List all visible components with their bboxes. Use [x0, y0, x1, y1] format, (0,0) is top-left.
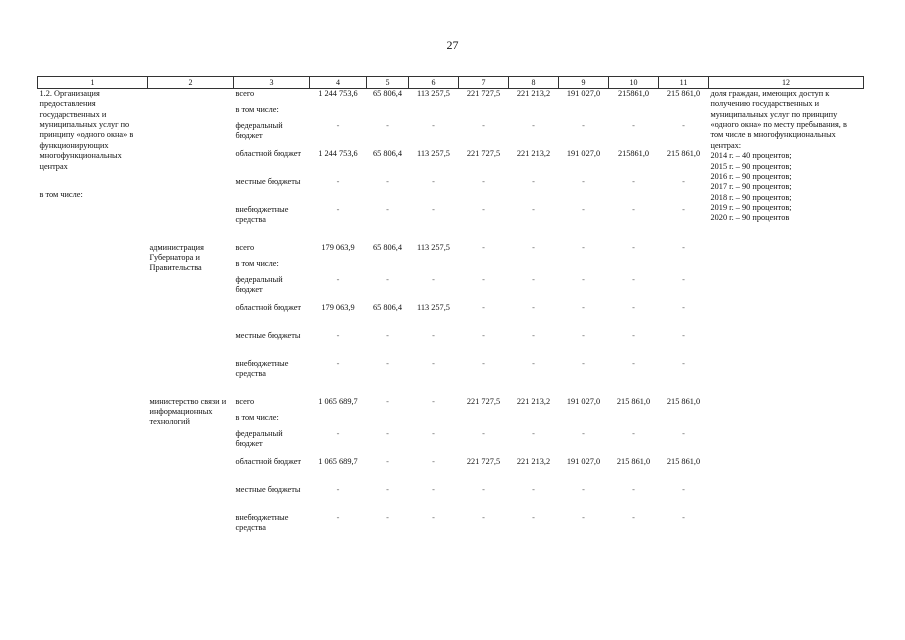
amount-cell: 221 213,2	[516, 148, 551, 158]
amount-cell	[367, 413, 409, 429]
amount-cell: -	[386, 428, 389, 438]
amount-cell	[509, 413, 559, 429]
amount-cell: -	[386, 396, 389, 406]
amount-cell: -	[386, 120, 389, 130]
funding-source: в том числе:	[235, 104, 279, 114]
amount-cell: -	[582, 274, 585, 284]
amount-cell: 1 065 689,7	[318, 456, 358, 466]
amount-cell: -	[582, 120, 585, 130]
amount-cell: -	[336, 120, 340, 130]
amount-cell	[609, 259, 659, 275]
amount-cell: -	[632, 512, 635, 522]
amount-cell: -	[482, 274, 485, 284]
amount-cell: -	[632, 330, 635, 340]
amount-cell: 179 063,9	[321, 302, 355, 312]
funding-source: внебюджетные средства	[235, 204, 289, 224]
funding-source: в том числе:	[235, 258, 279, 268]
indicator-text: доля граждан, имеющих доступ к получению государственных и муниципальных услуг по принципу «одного окна» по месту пребывания, в том числе в многофункциональных центрах: 2014 г. – 40 процентов; 2015 г. – 90 процентов; 2016 г. – 90 процентов; 2017 г. – 90 процентов; 2018 г. – 90 процентов; 2019 г. – 90 процентов; 2020 г. – 90 процентов	[710, 89, 847, 223]
amount-cell: -	[482, 120, 485, 130]
amount-cell: -	[482, 176, 485, 186]
amount-cell: -	[532, 330, 535, 340]
amount-cell: 221 727,5	[466, 148, 501, 158]
amount-cell	[310, 413, 367, 429]
funding-source: местные бюджеты	[235, 176, 301, 186]
amount-cell: -	[482, 428, 485, 438]
amount-cell: -	[582, 302, 585, 312]
funding-source: внебюджетные средства	[235, 358, 289, 378]
amount-cell: -	[482, 484, 485, 494]
amount-cell	[459, 413, 509, 429]
amount-cell: -	[582, 242, 585, 252]
amount-cell: -	[432, 456, 435, 466]
amount-cell: -	[682, 330, 685, 340]
amount-cell: -	[336, 274, 340, 284]
budget-table-sheet	[37, 76, 863, 541]
measure-cell	[38, 89, 148, 233]
table-row	[38, 89, 864, 105]
funding-source: федеральный бюджет	[235, 120, 283, 140]
amount-cell: -	[482, 358, 485, 368]
amount-cell: -	[432, 512, 435, 522]
amount-cell: 65 806,4	[372, 89, 403, 98]
amount-cell: -	[532, 242, 535, 252]
amount-cell: -	[582, 176, 585, 186]
amount-cell: -	[582, 512, 585, 522]
amount-cell	[409, 413, 459, 429]
amount-cell: 1 244 753,6	[318, 148, 358, 158]
amount-cell	[367, 105, 409, 121]
spacer-cell	[38, 387, 148, 541]
amount-cell: -	[336, 484, 340, 494]
funding-source: федеральный бюджет	[235, 274, 283, 294]
amount-cell: -	[386, 456, 389, 466]
amount-cell: 215 861,0	[666, 148, 701, 158]
amount-cell: -	[632, 274, 635, 284]
spacer-cell	[38, 233, 148, 387]
funding-source: местные бюджеты	[235, 484, 301, 494]
column-number-2: 2	[148, 77, 234, 89]
amount-cell: -	[582, 204, 585, 214]
amount-cell: 221 213,2	[516, 89, 551, 98]
amount-cell: -	[386, 274, 389, 284]
amount-cell: -	[632, 120, 635, 130]
amount-cell: 215861,0	[617, 148, 650, 158]
amount-cell	[659, 105, 709, 121]
amount-cell: -	[632, 358, 635, 368]
amount-cell: -	[386, 358, 389, 368]
column-number-8: 8	[509, 77, 559, 89]
page-number: 27	[446, 38, 459, 52]
amount-cell: -	[682, 512, 685, 522]
amount-cell: -	[482, 512, 485, 522]
amount-cell: 1 065 689,7	[318, 396, 358, 406]
amount-cell	[509, 259, 559, 275]
amount-cell: -	[682, 428, 685, 438]
column-number-6: 6	[409, 77, 459, 89]
amount-cell: 191 027,0	[566, 396, 601, 406]
amount-cell: -	[532, 176, 535, 186]
amount-cell: -	[432, 176, 435, 186]
amount-cell	[367, 259, 409, 275]
column-number-3: 3	[234, 77, 310, 89]
amount-cell	[459, 105, 509, 121]
funding-source: областной бюджет	[235, 302, 302, 312]
funding-source: федеральный бюджет	[235, 428, 283, 448]
amount-cell: -	[532, 484, 535, 494]
amount-cell: -	[582, 330, 585, 340]
amount-cell: 191 027,0	[566, 456, 601, 466]
amount-cell	[559, 259, 609, 275]
amount-cell: -	[386, 204, 389, 214]
column-number-11: 11	[659, 77, 709, 89]
amount-cell: 179 063,9	[321, 242, 355, 252]
amount-cell: -	[582, 428, 585, 438]
column-number-9: 9	[559, 77, 609, 89]
amount-cell: -	[632, 176, 635, 186]
amount-cell: -	[532, 428, 535, 438]
amount-cell: -	[482, 242, 485, 252]
amount-cell: 215 861,0	[666, 89, 701, 98]
amount-cell: -	[386, 512, 389, 522]
amount-cell	[609, 413, 659, 429]
table-body	[38, 89, 864, 541]
funding-source: областной бюджет	[235, 456, 302, 466]
column-number-header	[38, 77, 864, 89]
amount-cell: 221 213,2	[516, 396, 551, 406]
funding-source: в том числе:	[235, 412, 279, 422]
column-number-7: 7	[459, 77, 509, 89]
amount-cell: -	[432, 428, 435, 438]
column-number-1: 1	[38, 77, 148, 89]
amount-cell	[459, 259, 509, 275]
amount-cell: -	[532, 512, 535, 522]
amount-cell: 215 861,0	[616, 456, 651, 466]
amount-cell: -	[386, 176, 389, 186]
amount-cell: -	[532, 358, 535, 368]
amount-cell: 215861,0	[617, 89, 650, 98]
amount-cell: -	[682, 274, 685, 284]
amount-cell	[659, 413, 709, 429]
amount-cell: 1 244 753,6	[318, 89, 358, 98]
amount-cell: -	[632, 302, 635, 312]
funding-source: местные бюджеты	[235, 330, 301, 340]
measure-including-label: в том числе:	[39, 189, 83, 199]
amount-cell: -	[432, 396, 435, 406]
amount-cell: -	[532, 274, 535, 284]
amount-cell: -	[482, 302, 485, 312]
amount-cell: 113 257,5	[417, 148, 450, 158]
amount-cell: -	[532, 120, 535, 130]
amount-cell: -	[582, 484, 585, 494]
amount-cell: 65 806,4	[372, 302, 403, 312]
executor-cell: администрация Губернатора и Правительства	[149, 242, 204, 273]
amount-cell	[310, 259, 367, 275]
amount-cell: 215 861,0	[666, 396, 701, 406]
amount-cell	[609, 105, 659, 121]
measure-title: 1.2. Организация предоставления государственных и муниципальных услуг по принципу «одного окна» в функционирующих многофункциональных центрах	[39, 89, 134, 171]
amount-cell: -	[336, 512, 340, 522]
amount-cell: 191 027,0	[566, 89, 601, 98]
amount-cell: -	[432, 330, 435, 340]
amount-cell	[509, 105, 559, 121]
amount-cell: -	[682, 120, 685, 130]
amount-cell: -	[682, 204, 685, 214]
amount-cell: -	[682, 176, 685, 186]
amount-cell: -	[336, 358, 340, 368]
executor-cell	[148, 89, 234, 233]
funding-source: всего	[235, 396, 255, 406]
amount-cell: 65 806,4	[372, 148, 403, 158]
amount-cell: -	[632, 204, 635, 214]
amount-cell: -	[432, 274, 435, 284]
amount-cell: 221 213,2	[516, 456, 551, 466]
amount-cell: -	[632, 428, 635, 438]
column-number-4: 4	[310, 77, 367, 89]
amount-cell	[409, 259, 459, 275]
amount-cell: 221 727,5	[466, 396, 501, 406]
amount-cell: -	[482, 204, 485, 214]
funding-source: всего	[235, 242, 255, 252]
amount-cell: -	[632, 484, 635, 494]
amount-cell	[409, 105, 459, 121]
amount-cell: 215 861,0	[666, 456, 701, 466]
amount-cell: -	[482, 330, 485, 340]
column-number-12: 12	[709, 77, 864, 89]
amount-cell	[659, 259, 709, 275]
column-number-5: 5	[367, 77, 409, 89]
amount-cell: -	[336, 330, 340, 340]
amount-cell: 221 727,5	[466, 89, 501, 98]
amount-cell: -	[682, 242, 685, 252]
amount-cell: 113 257,5	[417, 242, 450, 252]
amount-cell: -	[336, 428, 340, 438]
amount-cell: -	[682, 484, 685, 494]
funding-source: областной бюджет	[235, 148, 302, 158]
amount-cell: 221 727,5	[466, 456, 501, 466]
amount-cell: -	[386, 330, 389, 340]
amount-cell: 113 257,5	[417, 302, 450, 312]
budget-table	[37, 76, 864, 541]
amount-cell: -	[682, 302, 685, 312]
amount-cell: -	[532, 204, 535, 214]
column-number-10: 10	[609, 77, 659, 89]
amount-cell: -	[582, 358, 585, 368]
executor-cell: министерство связи и информационных технологий	[149, 396, 227, 427]
amount-cell: -	[682, 358, 685, 368]
amount-cell: -	[532, 302, 535, 312]
amount-cell: 65 806,4	[372, 242, 403, 252]
amount-cell	[310, 105, 367, 121]
amount-cell: 215 861,0	[616, 396, 651, 406]
amount-cell: 113 257,5	[417, 89, 450, 98]
amount-cell: 191 027,0	[566, 148, 601, 158]
amount-cell	[559, 413, 609, 429]
amount-cell: -	[432, 358, 435, 368]
amount-cell: -	[632, 242, 635, 252]
funding-source: всего	[235, 89, 255, 98]
amount-cell: -	[432, 120, 435, 130]
amount-cell: -	[336, 176, 340, 186]
amount-cell: -	[336, 204, 340, 214]
amount-cell: -	[386, 484, 389, 494]
amount-cell	[559, 105, 609, 121]
amount-cell: -	[432, 204, 435, 214]
funding-source: внебюджетные средства	[235, 512, 289, 532]
amount-cell: -	[432, 484, 435, 494]
